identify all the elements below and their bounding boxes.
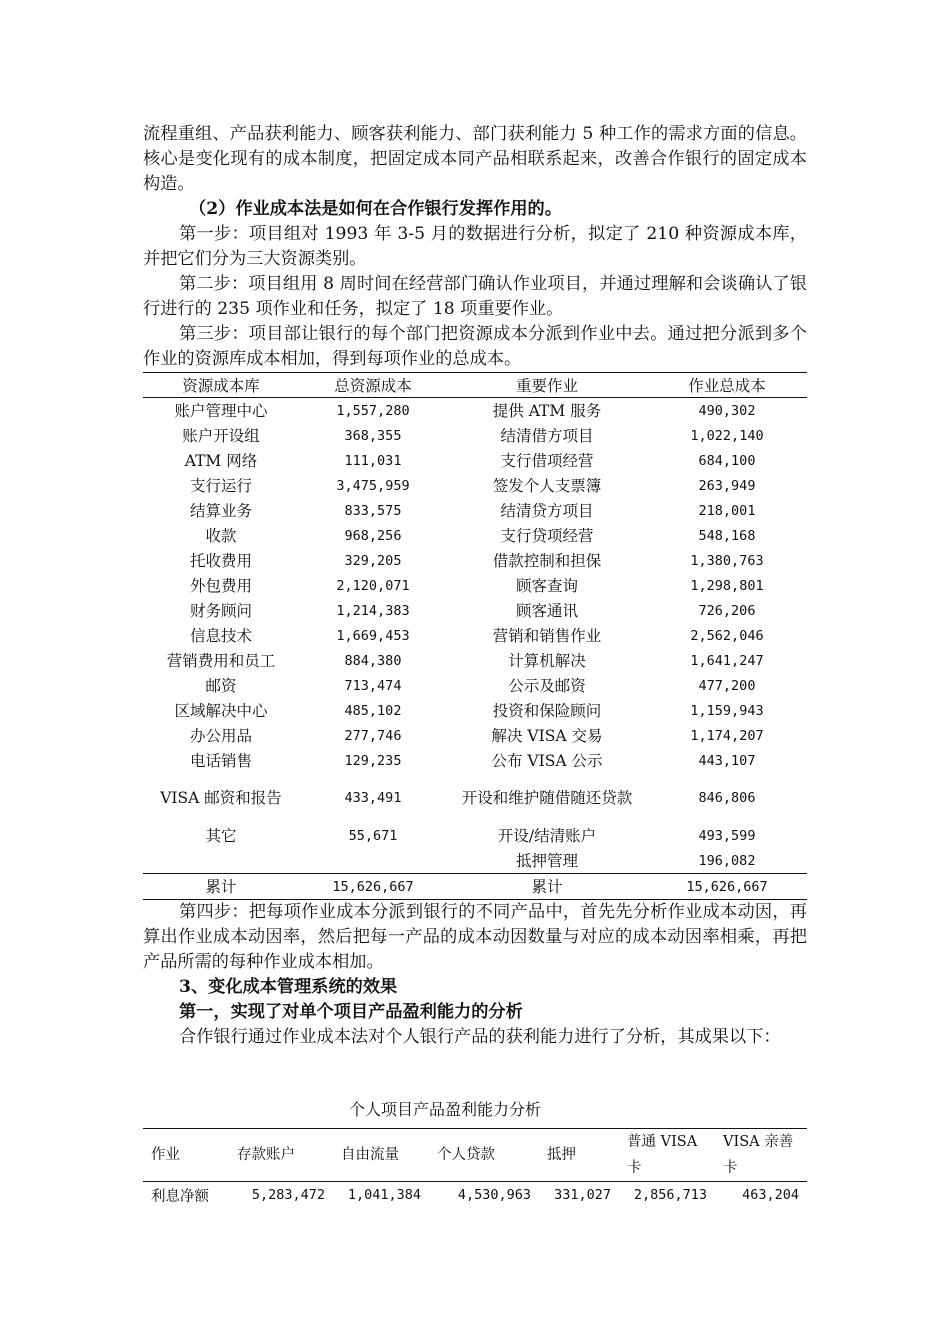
table-cell: 713,474 (344, 677, 402, 694)
table-total-cell: 15,626,667 (686, 878, 768, 895)
column-header: 自由流量 (341, 1147, 399, 1163)
table-cell: 签发个人支票簿 (492, 476, 602, 495)
table-cell: 968,256 (344, 527, 402, 544)
paragraph-step-2: 第二步：项目组用 8 周时间在经营部门确认作业项目，并通过理解和会谈确认了银行进行的 235 项作业和任务，拟定了 18 项重要作业。 (143, 274, 807, 319)
table-row (143, 523, 807, 548)
table-row (143, 598, 807, 623)
table-cell: 218,001 (698, 502, 756, 519)
table-cell: 129,235 (344, 752, 402, 769)
table-row (143, 1182, 807, 1209)
column-header: 总资源成本 (334, 377, 412, 395)
table-cell: 顾客查询 (515, 576, 578, 595)
profitability-table (143, 1128, 807, 1208)
table-cell: 1,298,801 (690, 577, 764, 594)
table-cell: 463,204 (742, 1187, 799, 1203)
table-cell: 邮资 (205, 676, 237, 695)
table-cell: 顾客通讯 (515, 601, 578, 620)
table-cell: 借款控制和担保 (492, 551, 602, 570)
table-cell: 443,107 (698, 752, 756, 769)
table-cell: 1,022,140 (690, 427, 764, 444)
table-cell: 5,283,472 (251, 1187, 325, 1203)
table-cell: 331,027 (554, 1187, 611, 1203)
resource-cost-table (143, 372, 807, 900)
table-cell: 提供 ATM 服务 (492, 401, 602, 420)
table-cell: 1,159,943 (690, 702, 764, 719)
table-cell: 电话销售 (189, 751, 252, 770)
table-row (143, 698, 807, 723)
table-cell (299, 848, 447, 874)
table-cell: 1,669,453 (336, 627, 410, 644)
paragraph-step-3: 第三步：项目部让银行的每个部门把资源成本分派到作业中去。通过把分派到多个作业的资源库成本相加，得到每项作业的总成本。 (143, 324, 807, 369)
table-cell: 公布 VISA 公示 (491, 751, 603, 770)
column-header: 抵押 (547, 1147, 576, 1163)
table-cell: 托收费用 (189, 551, 252, 570)
column-header: 个人贷款 (437, 1147, 495, 1163)
table-row (143, 548, 807, 573)
column-header: 作业总成本 (688, 377, 766, 395)
table-cell: 485,102 (344, 702, 402, 719)
table-row (143, 623, 807, 648)
table-row (143, 423, 807, 448)
table-cell: 1,174,207 (690, 727, 764, 744)
table-row (143, 773, 807, 823)
column-header: 作业 (151, 1147, 180, 1163)
table-cell: 1,380,763 (690, 552, 764, 569)
table-total-cell: 15,626,667 (332, 878, 414, 895)
column-header: VISA 亲善卡 (723, 1134, 794, 1176)
table-cell: 解决 VISA 交易 (491, 726, 603, 745)
table-cell: 684,100 (698, 452, 756, 469)
table-cell: 833,575 (344, 502, 402, 519)
table-cell: 1,641,247 (690, 652, 764, 669)
table-total-cell: 累计 (531, 877, 563, 896)
table-cell: 263,949 (698, 477, 756, 494)
table-cell: 投资和保险顾问 (492, 701, 602, 720)
table-cell: 账户管理中心 (174, 401, 268, 420)
table-cell: 收款 (205, 526, 237, 545)
table-cell: 884,380 (344, 652, 402, 669)
table-cell: 财务顾问 (189, 601, 252, 620)
table-row (143, 498, 807, 523)
table-cell: 开设和维护随借随还贷款 (461, 789, 633, 807)
table-row (143, 448, 807, 473)
table-row (143, 848, 807, 874)
table-cell: 支行贷项经营 (500, 526, 594, 545)
table-cell: 抵押管理 (515, 851, 578, 870)
table-cell: VISA 邮资和报告 (160, 789, 282, 807)
column-header: 重要作业 (515, 377, 578, 395)
table-cell: 办公用品 (189, 726, 252, 745)
table-cell: 2,856,713 (633, 1187, 707, 1203)
table-cell: ATM 网络 (184, 451, 258, 470)
table-total-row (143, 874, 807, 900)
table-row (143, 723, 807, 748)
column-header: 存款账户 (237, 1147, 295, 1163)
table-cell: 368,355 (344, 427, 402, 444)
table-cell: 3,475,959 (336, 477, 410, 494)
section-heading-first: 第一，实现了对单个项目产品盈利能力的分析 (179, 1002, 523, 1022)
table-cell (143, 848, 299, 874)
table-cell: 支行借项经营 (500, 451, 594, 470)
table-cell: 548,168 (698, 527, 756, 544)
table-cell: 开设/结清账户 (497, 826, 597, 845)
table-cell: 55,671 (348, 827, 398, 844)
table-caption: 个人项目产品盈利能力分析 (348, 1100, 541, 1119)
table-cell: 公示及邮资 (508, 676, 586, 695)
table-header-row (143, 373, 807, 398)
table-cell: 329,205 (344, 552, 402, 569)
table-cell: 利息净额 (151, 1188, 209, 1205)
document-page (143, 122, 807, 1208)
table-cell: 726,206 (698, 602, 756, 619)
table-cell: 2,120,071 (336, 577, 410, 594)
table-cell: 支行运行 (189, 476, 252, 495)
table-row (143, 473, 807, 498)
table-cell: 4,530,963 (457, 1187, 531, 1203)
table-cell: 其它 (205, 826, 237, 845)
table-row (143, 823, 807, 848)
table-cell: 账户开设组 (182, 426, 260, 445)
table-cell: 1,041,384 (347, 1187, 421, 1203)
table-row (143, 573, 807, 598)
table-cell: 846,806 (698, 790, 756, 806)
table-cell: 区域解决中心 (174, 701, 268, 720)
table-cell: 1,214,383 (336, 602, 410, 619)
section-heading-abc: （2）作业成本法是如何在合作银行发挥作用的。 (189, 199, 562, 219)
column-header: 普通 VISA 卡 (627, 1134, 698, 1176)
table-row (143, 398, 807, 424)
table-row (143, 748, 807, 773)
table-cell: 111,031 (344, 452, 402, 469)
table-cell: 结清贷方项目 (500, 501, 594, 520)
table-cell: 490,302 (698, 402, 756, 419)
table-cell: 493,599 (698, 827, 756, 844)
table-cell: 营销费用和员工 (166, 651, 276, 670)
table-cell: 2,562,046 (690, 627, 764, 644)
table-row (143, 673, 807, 698)
table-cell: 477,200 (698, 677, 756, 694)
table-cell: 信息技术 (189, 626, 252, 645)
table-row (143, 648, 807, 673)
section-heading-effects: 3、变化成本管理系统的效果 (179, 977, 398, 997)
paragraph-intro: 流程重组、产品获利能力、顾客获利能力、部门获利能力 5 种工作的需求方面的信息。核心是变化现有的成本制度，把固定成本同产品相联系起来，改善合作银行的固定成本构造。 (143, 124, 807, 194)
table-cell: 外包费用 (189, 576, 252, 595)
table-cell: 433,491 (344, 790, 402, 806)
table-cell: 结清借方项目 (500, 426, 594, 445)
table-cell: 196,082 (698, 852, 756, 869)
column-header: 资源成本库 (182, 377, 260, 395)
table-cell: 营销和销售作业 (492, 626, 602, 645)
table-cell: 计算机解决 (508, 651, 586, 670)
table-cell: 结算业务 (189, 501, 252, 520)
table-cell: 277,746 (344, 727, 402, 744)
table-header-row (143, 1129, 807, 1182)
table-cell: 1,557,280 (336, 402, 410, 419)
paragraph-step-1: 第一步：项目组对 1993 年 3-5 月的数据进行分析，拟定了 210 种资源成本库，并把它们分为三大资源类别。 (143, 224, 807, 269)
paragraph-step-4: 第四步：把每项作业成本分派到银行的不同产品中，首先先分析作业成本动因，再算出作业成本动因率，然后把每一产品的成本动因数量与对应的成本动因率相乘，再把产品所需的每种作业成本相加。 (143, 902, 807, 972)
paragraph-results: 合作银行通过作业成本法对个人银行产品的获利能力进行了分析，其成果以下： (179, 1027, 781, 1047)
table-total-cell: 累计 (205, 877, 237, 896)
